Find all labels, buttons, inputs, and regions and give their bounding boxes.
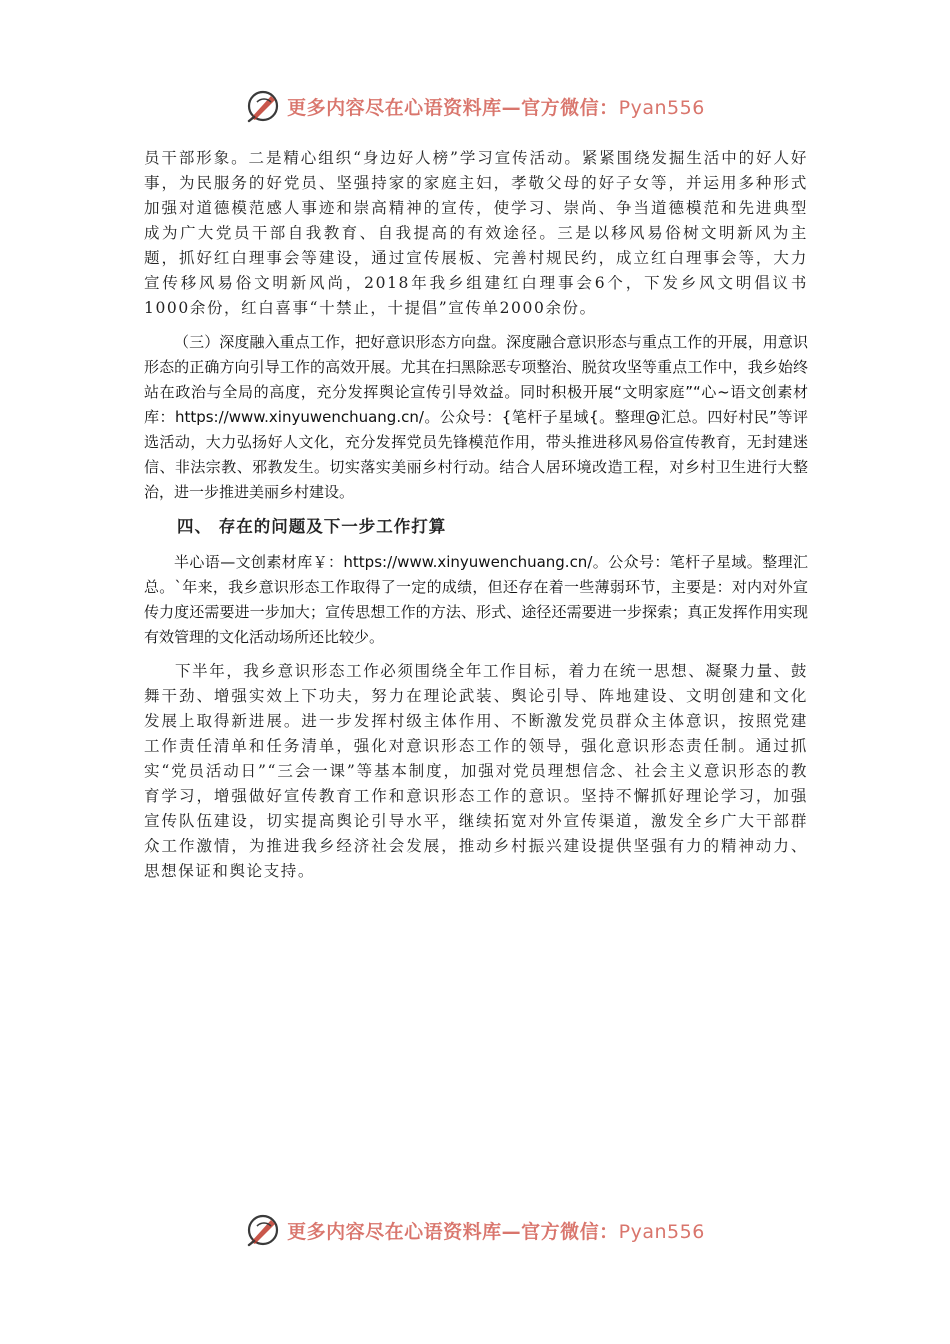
document-body [144,146,808,893]
banner-label: 更多内容尽在心语资料库—官方微信： [287,1220,619,1243]
paragraph-2: （三）深度融入重点工作，把好意识形态方向盘。深度融合意识形态与重点工作的开展，用意识形态的正确方向引导工作的高效开展。尤其在扫黑除恶专项整治、脱贫攻坚等重点工作中，我乡始终站在政治与全局的高度，充分发挥舆论宣传引导效益。同时积极开展“文明家庭”“心~语文创素材库：https://www.xinyuwenchuang.cn/。公众号：{笔杆子星域{。整理@汇总。四好村民”等评选活动，大力弘扬好人文化，充分发挥党员先锋模范作用，带头推进移风易俗宣传教育，无封建迷信、非法宗教、邪教发生。切实落实美丽乡村行动。结合人居环境改造工程，对乡村卫生进行大整治，进一步推进美丽乡村建设。 [144,333,808,501]
wechat-id: Pyan556 [618,1220,705,1243]
paragraph-4: 下半年，我乡意识形态工作必须围绕全年工作目标，着力在统一思想、凝聚力量、鼓舞干劲、增强实效上下功夫，努力在理论武装、舆论引导、阵地建设、文明创建和文化发展上取得新进展。进一步发挥村级主体作用、不断激发党员群众主体意识，按照党建工作责任清单和任务清单，强化对意识形态工作的领导，强化意识形态责任制。通过抓实“党员活动日”“三会一课”等基本制度，加强对党员理想信念、社会主义意识形态的教育学习，增强做好宣传教育工作和意识形态工作的意识。坚持不懈抓好理论学习，加强宣传队伍建设，切实提高舆论引导水平，继续拓宽对外宣传渠道，激发全乡广大干部群众工作激情，为推进我乡经济社会发展，推动乡村振兴建设提供坚强有力的精神动力、思想保证和舆论支持。 [144,662,808,880]
pen-logo-icon [245,88,281,124]
wechat-id: Pyan556 [618,96,705,119]
banner-text [287,93,705,120]
banner-text [287,1217,705,1244]
section-heading-4: 四、 存在的问题及下一步工作打算 [177,517,447,536]
paragraph-3: 半心语—文创素材库￥：https://www.xinyuwenchuang.cn/。公众号：笔杆子星域。整理汇总。`年来，我乡意识形态工作取得了一定的成绩，但还存在着一些薄弱环节，主要是：对内对外宣传力度还需要进一步加大；宣传思想工作的方法、形式、途径还需要进一步探索；真正发挥作用实现有效管理的文化活动场所还比较少。 [144,553,808,646]
paragraph-1: 员干部形象。二是精心组织“身边好人榜”学习宣传活动。紧紧围绕发掘生活中的好人好事，为民服务的好党员、坚强持家的家庭主妇，孝敬父母的好子女等，并运用多种形式加强对道德模范感人事迹和崇高精神的宣传，使学习、崇尚、争当道德模范和先进典型成为广大党员干部自我教育、自我提高的有效途径。三是以移风易俗树文明新风为主题，抓好红白理事会等建设，通过宣传展板、完善村规民约，成立红白理事会等，大力宣传移风易俗文明新风尚，2018年我乡组建红白理事会6个，下发乡风文明倡议书1000余份，红白喜事“十禁止，十提倡”宣传单2000余份。 [144,149,808,317]
footer-banner [0,1210,950,1250]
header-banner [0,86,950,126]
banner-label: 更多内容尽在心语资料库—官方微信： [287,96,619,119]
pen-logo-icon [245,1212,281,1248]
